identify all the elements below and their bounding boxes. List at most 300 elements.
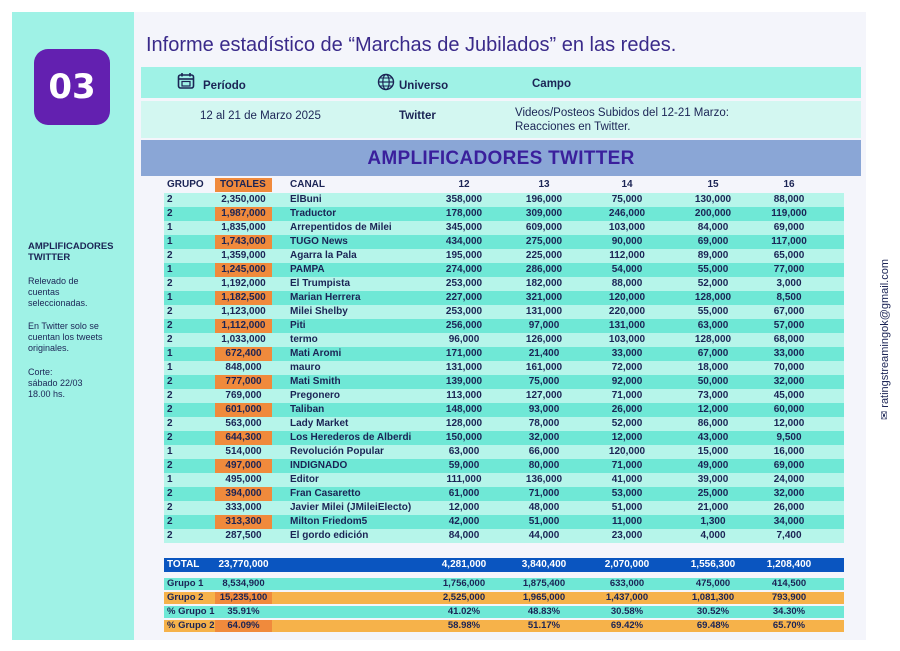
grupo-cell: 2 [167, 250, 173, 261]
summary-d16: 414,500 [771, 578, 807, 589]
day13-cell: 225,000 [525, 250, 563, 261]
table-row [164, 291, 844, 305]
day12-cell: 227,000 [445, 292, 483, 303]
day15-cell: 89,000 [697, 250, 729, 261]
campo-label: Campo [532, 78, 571, 90]
summary-row-pct-grupo1 [164, 606, 844, 618]
total-d14: 2,070,000 [604, 559, 650, 570]
grupo-cell: 2 [167, 320, 173, 331]
summary-d13: 48.83% [527, 606, 561, 617]
day14-cell: 53,000 [611, 488, 643, 499]
summary-label: % Grupo 2 [167, 620, 215, 631]
page-title: Informe estadístico de “Marchas de Jubilados” en las redes. [146, 34, 677, 56]
canal-cell: Arrepentidos de Milei [290, 222, 392, 233]
day14-cell: 120,000 [608, 292, 646, 303]
day14-cell: 71,000 [611, 460, 643, 471]
day15-cell: 50,000 [697, 376, 729, 387]
col-header-grupo: GRUPO [167, 179, 204, 190]
day16-cell: 24,000 [773, 474, 805, 485]
day12-cell: 150,000 [445, 432, 483, 443]
canal-cell: Marian Herrera [290, 292, 361, 303]
sidebar-heading-line2: TWITTER [28, 252, 71, 263]
day12-cell: 128,000 [445, 418, 483, 429]
grupo-cell: 2 [167, 418, 173, 429]
grupo-cell: 2 [167, 334, 173, 345]
day16-cell: 45,000 [773, 390, 805, 401]
summary-label: Grupo 1 [167, 578, 204, 589]
day12-cell: 274,000 [445, 264, 483, 275]
grupo-cell: 1 [167, 292, 173, 303]
sidebar-text: En Twitter solo se [28, 321, 99, 331]
canal-cell: mauro [290, 362, 321, 373]
canal-cell: Los Herederos de Alberdi [290, 432, 412, 443]
day12-cell: 113,000 [446, 390, 482, 401]
info-header-bar [141, 67, 861, 98]
col-header-14: 14 [621, 179, 633, 190]
day15-cell: 39,000 [697, 474, 729, 485]
totales-cell: 1,192,000 [221, 278, 266, 289]
day15-cell: 25,000 [697, 488, 729, 499]
day12-cell: 195,000 [445, 250, 483, 261]
sidebar-heading-line1: AMPLIFICADORES [28, 241, 114, 252]
day16-cell: 88,000 [773, 194, 805, 205]
day15-cell: 1,300 [700, 516, 726, 527]
table-row [164, 319, 844, 333]
summary-d15: 69.48% [696, 620, 730, 631]
day13-cell: 80,000 [528, 460, 560, 471]
grupo-cell: 2 [167, 208, 173, 219]
summary-d16: 65.70% [772, 620, 806, 631]
totales-cell: 495,000 [225, 474, 262, 485]
col-header-canal: CANAL [290, 179, 325, 190]
day13-cell: 131,000 [525, 306, 563, 317]
totales-cell: 672,400 [215, 347, 272, 361]
day12-cell: 358,000 [445, 194, 483, 205]
day13-cell: 78,000 [528, 418, 560, 429]
day14-cell: 12,000 [611, 432, 643, 443]
day14-cell: 90,000 [611, 236, 643, 247]
day15-cell: 55,000 [697, 264, 729, 275]
totales-cell: 333,000 [225, 502, 262, 513]
canal-cell: Agarra la Pala [290, 250, 357, 261]
table-row [164, 459, 844, 473]
day15-cell: 73,000 [697, 390, 729, 401]
universo-label: Universo [399, 80, 449, 92]
summary-d12: 58.98% [447, 620, 481, 631]
totales-cell: 563,000 [225, 418, 262, 429]
table-row [164, 277, 844, 291]
day15-cell: 43,000 [697, 432, 729, 443]
day16-cell: 8,500 [776, 292, 802, 303]
table-row [164, 389, 844, 403]
totales-cell: 1,359,000 [221, 250, 266, 261]
day16-cell: 60,000 [773, 404, 805, 415]
contact-email [878, 259, 891, 420]
grupo-cell: 2 [167, 460, 173, 471]
day12-cell: 84,000 [448, 530, 480, 541]
day15-cell: 52,000 [697, 278, 729, 289]
day13-cell: 127,000 [525, 390, 563, 401]
day13-cell: 21,400 [528, 348, 560, 359]
day14-cell: 72,000 [611, 362, 643, 373]
grupo-cell: 2 [167, 488, 173, 499]
table-row [164, 221, 844, 235]
grupo-cell: 1 [167, 264, 173, 275]
canal-cell: Editor [290, 474, 319, 485]
day13-cell: 32,000 [528, 432, 560, 443]
totales-cell: 601,000 [215, 403, 272, 417]
canal-cell: Milei Shelby [290, 306, 348, 317]
summary-d13: 51.17% [527, 620, 561, 631]
canal-cell: Mati Aromi [290, 348, 342, 359]
canal-cell: termo [290, 334, 318, 345]
day16-cell: 9,500 [776, 432, 802, 443]
canal-cell: TUGO News [290, 236, 348, 247]
day13-cell: 71,000 [528, 488, 560, 499]
day13-cell: 286,000 [525, 264, 563, 275]
sidebar-note-relevado [28, 276, 126, 309]
canal-cell: Taliban [290, 404, 325, 415]
col-header-12: 12 [458, 179, 470, 190]
day16-cell: 12,000 [773, 418, 805, 429]
day15-cell: 49,000 [697, 460, 729, 471]
day14-cell: 92,000 [611, 376, 643, 387]
totales-cell: 394,000 [215, 487, 272, 501]
table-row [164, 193, 844, 207]
day14-cell: 75,000 [611, 194, 643, 205]
day12-cell: 139,000 [445, 376, 483, 387]
day16-cell: 33,000 [773, 348, 805, 359]
day15-cell: 63,000 [697, 320, 729, 331]
totales-cell: 848,000 [225, 362, 262, 373]
summary-d14: 69.42% [610, 620, 644, 631]
day12-cell: 42,000 [448, 516, 480, 527]
day15-cell: 18,000 [697, 362, 729, 373]
table-row [164, 501, 844, 515]
day12-cell: 148,000 [445, 404, 483, 415]
table-row [164, 361, 844, 375]
day13-cell: 196,000 [525, 194, 563, 205]
day13-cell: 309,000 [525, 208, 563, 219]
day13-cell: 126,000 [525, 334, 563, 345]
grupo-cell: 2 [167, 502, 173, 513]
day16-cell: 3,000 [776, 278, 802, 289]
totales-cell: 1,123,000 [221, 306, 266, 317]
summary-d14: 30.58% [610, 606, 644, 617]
summary-row-grupo2 [164, 592, 844, 604]
day15-cell: 21,000 [697, 502, 729, 513]
day12-cell: 63,000 [448, 446, 480, 457]
sidebar-heading [28, 241, 126, 263]
globe-icon [377, 73, 395, 91]
totales-cell: 1,987,000 [215, 207, 272, 221]
day15-cell: 128,000 [694, 292, 732, 303]
summary-total: 15,235,100 [215, 592, 272, 604]
canal-cell: Piti [290, 320, 306, 331]
summary-label: Grupo 2 [167, 592, 204, 603]
totales-cell: 1,835,000 [221, 222, 266, 233]
summary-d16: 34.30% [772, 606, 806, 617]
day16-cell: 67,000 [773, 306, 805, 317]
day12-cell: 12,000 [448, 502, 480, 513]
day15-cell: 128,000 [694, 334, 732, 345]
summary-d15: 475,000 [695, 578, 731, 589]
totales-cell: 644,300 [215, 431, 272, 445]
day15-cell: 84,000 [697, 222, 729, 233]
grupo-cell: 1 [167, 348, 173, 359]
day16-cell: 77,000 [773, 264, 805, 275]
day16-cell: 32,000 [773, 376, 805, 387]
table-row [164, 347, 844, 361]
table-row [164, 207, 844, 221]
table-row [164, 445, 844, 459]
totales-cell: 1,033,000 [221, 334, 266, 345]
sidebar-text: seleccionadas. [28, 298, 88, 308]
canal-cell: El Trumpista [290, 278, 351, 289]
canal-cell: Traductor [290, 208, 337, 219]
day14-cell: 52,000 [611, 418, 643, 429]
day13-cell: 275,000 [525, 236, 563, 247]
info-values-bar [141, 101, 861, 138]
canal-cell: Lady Market [290, 418, 349, 429]
day14-cell: 246,000 [608, 208, 646, 219]
day15-cell: 86,000 [697, 418, 729, 429]
totales-cell: 287,500 [225, 530, 262, 541]
day13-cell: 136,000 [525, 474, 563, 485]
sidebar-note-twitter [28, 321, 126, 354]
section-number-badge: 03 [34, 49, 110, 125]
day15-cell: 67,000 [697, 348, 729, 359]
day13-cell: 44,000 [528, 530, 560, 541]
day14-cell: 26,000 [611, 404, 643, 415]
grupo-cell: 1 [167, 474, 173, 485]
day12-cell: 111,000 [446, 474, 482, 485]
total-d13: 3,840,400 [521, 559, 567, 570]
day12-cell: 434,000 [445, 236, 483, 247]
day16-cell: 119,000 [771, 208, 807, 219]
summary-d15: 1,081,300 [691, 592, 735, 603]
sidebar-text: sábado 22/03 [28, 378, 83, 388]
day14-cell: 41,000 [611, 474, 643, 485]
table-row [164, 529, 844, 543]
total-value: 23,770,000 [218, 559, 269, 570]
summary-total: 64.09% [215, 620, 272, 632]
totales-cell: 1,245,000 [215, 263, 272, 277]
day12-cell: 61,000 [448, 488, 480, 499]
canal-cell: PAMPA [290, 264, 325, 275]
day15-cell: 55,000 [697, 306, 729, 317]
day14-cell: 33,000 [611, 348, 643, 359]
day16-cell: 16,000 [773, 446, 805, 457]
day14-cell: 71,000 [611, 390, 643, 401]
day12-cell: 253,000 [445, 306, 483, 317]
table-row [164, 333, 844, 347]
day13-cell: 48,000 [528, 502, 560, 513]
calendar-icon [177, 72, 195, 90]
summary-d12: 41.02% [447, 606, 481, 617]
day13-cell: 93,000 [528, 404, 560, 415]
contact-email-text: ratingstreamingok@gmail.com [879, 258, 891, 408]
day14-cell: 131,000 [608, 320, 646, 331]
canal-cell: ElBuni [290, 194, 322, 205]
summary-d13: 1,965,000 [522, 592, 566, 603]
totales-cell: 2,350,000 [221, 194, 266, 205]
summary-d14: 633,000 [609, 578, 645, 589]
grupo-cell: 2 [167, 306, 173, 317]
day15-cell: 12,000 [697, 404, 729, 415]
day12-cell: 256,000 [445, 320, 483, 331]
day15-cell: 130,000 [694, 194, 732, 205]
day14-cell: 23,000 [611, 530, 643, 541]
campo-value-line: Videos/Posteos Subidos del 12-21 Marzo: [515, 107, 729, 119]
summary-d15: 30.52% [696, 606, 730, 617]
summary-label: % Grupo 1 [167, 606, 215, 617]
summary-d12: 2,525,000 [442, 592, 486, 603]
day15-cell: 15,000 [697, 446, 729, 457]
canal-cell: Mati Smith [290, 376, 341, 387]
sidebar-text: cuentas [28, 287, 60, 297]
sidebar-text: Relevado de [28, 276, 79, 286]
day16-cell: 69,000 [773, 460, 805, 471]
table-row [164, 249, 844, 263]
table-row [164, 263, 844, 277]
grupo-cell: 1 [167, 446, 173, 457]
table-row [164, 235, 844, 249]
day12-cell: 96,000 [448, 334, 480, 345]
day12-cell: 59,000 [448, 460, 480, 471]
day13-cell: 161,000 [525, 362, 563, 373]
grupo-cell: 2 [167, 278, 173, 289]
canal-cell: INDIGNADO [290, 460, 348, 471]
sidebar-text: 18.00 hs. [28, 389, 66, 399]
day16-cell: 32,000 [773, 488, 805, 499]
day16-cell: 57,000 [773, 320, 805, 331]
col-header-15: 15 [707, 179, 719, 190]
day13-cell: 321,000 [525, 292, 563, 303]
canal-cell: El gordo edición [290, 530, 369, 541]
day16-cell: 69,000 [773, 222, 805, 233]
sidebar-note-corte [28, 367, 126, 400]
summary-d16: 793,900 [771, 592, 807, 603]
day14-cell: 103,000 [608, 222, 646, 233]
totales-cell: 1,743,000 [215, 235, 272, 249]
col-header-totales: TOTALES [220, 179, 266, 190]
totales-cell: 514,000 [225, 446, 262, 457]
table-row [164, 473, 844, 487]
day12-cell: 253,000 [445, 278, 483, 289]
table-row [164, 375, 844, 389]
day13-cell: 609,000 [525, 222, 563, 233]
summary-d13: 1,875,400 [522, 578, 566, 589]
day14-cell: 103,000 [608, 334, 646, 345]
totales-cell: 777,000 [215, 375, 272, 389]
canal-cell: Pregonero [290, 390, 341, 401]
canal-cell: Milton Friedom5 [290, 516, 368, 527]
table-row [164, 403, 844, 417]
summary-row-pct-grupo2 [164, 620, 844, 632]
sidebar-text: Corte: [28, 367, 53, 377]
day16-cell: 65,000 [773, 250, 805, 261]
table-row [164, 431, 844, 445]
campo-value [515, 106, 729, 134]
day15-cell: 200,000 [694, 208, 732, 219]
day14-cell: 51,000 [611, 502, 643, 513]
day12-cell: 131,000 [445, 362, 483, 373]
totales-cell: 769,000 [225, 390, 262, 401]
total-row [164, 558, 844, 572]
col-header-16: 16 [783, 179, 795, 190]
col-header-13: 13 [538, 179, 550, 190]
universo-value: Twitter [399, 110, 436, 122]
day14-cell: 120,000 [608, 446, 646, 457]
day12-cell: 171,000 [445, 348, 483, 359]
totales-cell: 313,300 [215, 515, 272, 529]
day12-cell: 178,000 [445, 208, 483, 219]
day15-cell: 4,000 [700, 530, 726, 541]
total-d12: 4,281,000 [441, 559, 487, 570]
day16-cell: 70,000 [773, 362, 805, 373]
grupo-cell: 2 [167, 530, 173, 541]
day14-cell: 88,000 [611, 278, 643, 289]
summary-total: 8,534,900 [222, 578, 265, 589]
day12-cell: 345,000 [445, 222, 483, 233]
grupo-cell: 1 [167, 362, 173, 373]
totales-cell: 497,000 [215, 459, 272, 473]
summary-row-grupo1 [164, 578, 844, 590]
day13-cell: 75,000 [528, 376, 560, 387]
day14-cell: 11,000 [611, 516, 643, 527]
day16-cell: 68,000 [773, 334, 805, 345]
table-row [164, 305, 844, 319]
day16-cell: 26,000 [773, 502, 805, 513]
grupo-cell: 1 [167, 222, 173, 233]
day15-cell: 69,000 [697, 236, 729, 247]
summary-total: 35.91% [227, 606, 260, 617]
day14-cell: 54,000 [611, 264, 643, 275]
day16-cell: 7,400 [776, 530, 802, 541]
grupo-cell: 2 [167, 432, 173, 443]
grupo-cell: 2 [167, 404, 173, 415]
total-label: TOTAL [167, 559, 200, 570]
canal-cell: Fran Casaretto [290, 488, 361, 499]
totales-cell: 1,182,500 [215, 291, 272, 305]
table-row [164, 417, 844, 431]
grupo-cell: 2 [167, 390, 173, 401]
mail-icon: ✉ [879, 407, 891, 420]
grupo-cell: 2 [167, 516, 173, 527]
grupo-cell: 2 [167, 376, 173, 387]
day16-cell: 34,000 [773, 516, 805, 527]
table-banner: AMPLIFICADORES TWITTER [141, 140, 861, 176]
day13-cell: 51,000 [528, 516, 560, 527]
periodo-value: 12 al 21 de Marzo 2025 [200, 110, 321, 122]
canal-cell: Revolución Popular [290, 446, 384, 457]
table-row [164, 487, 844, 501]
total-d15: 1,556,300 [690, 559, 736, 570]
summary-d12: 1,756,000 [442, 578, 486, 589]
periodo-label: Período [203, 80, 246, 92]
canal-cell: Javier Milei (JMileiElecto) [290, 502, 412, 513]
table-row [164, 515, 844, 529]
grupo-cell: 2 [167, 194, 173, 205]
day13-cell: 182,000 [525, 278, 563, 289]
day16-cell: 117,000 [771, 236, 807, 247]
sidebar-text: cuentan los tweets [28, 332, 103, 342]
day14-cell: 220,000 [608, 306, 646, 317]
day14-cell: 112,000 [609, 250, 645, 261]
grupo-cell: 1 [167, 236, 173, 247]
total-d16: 1,208,400 [766, 559, 812, 570]
